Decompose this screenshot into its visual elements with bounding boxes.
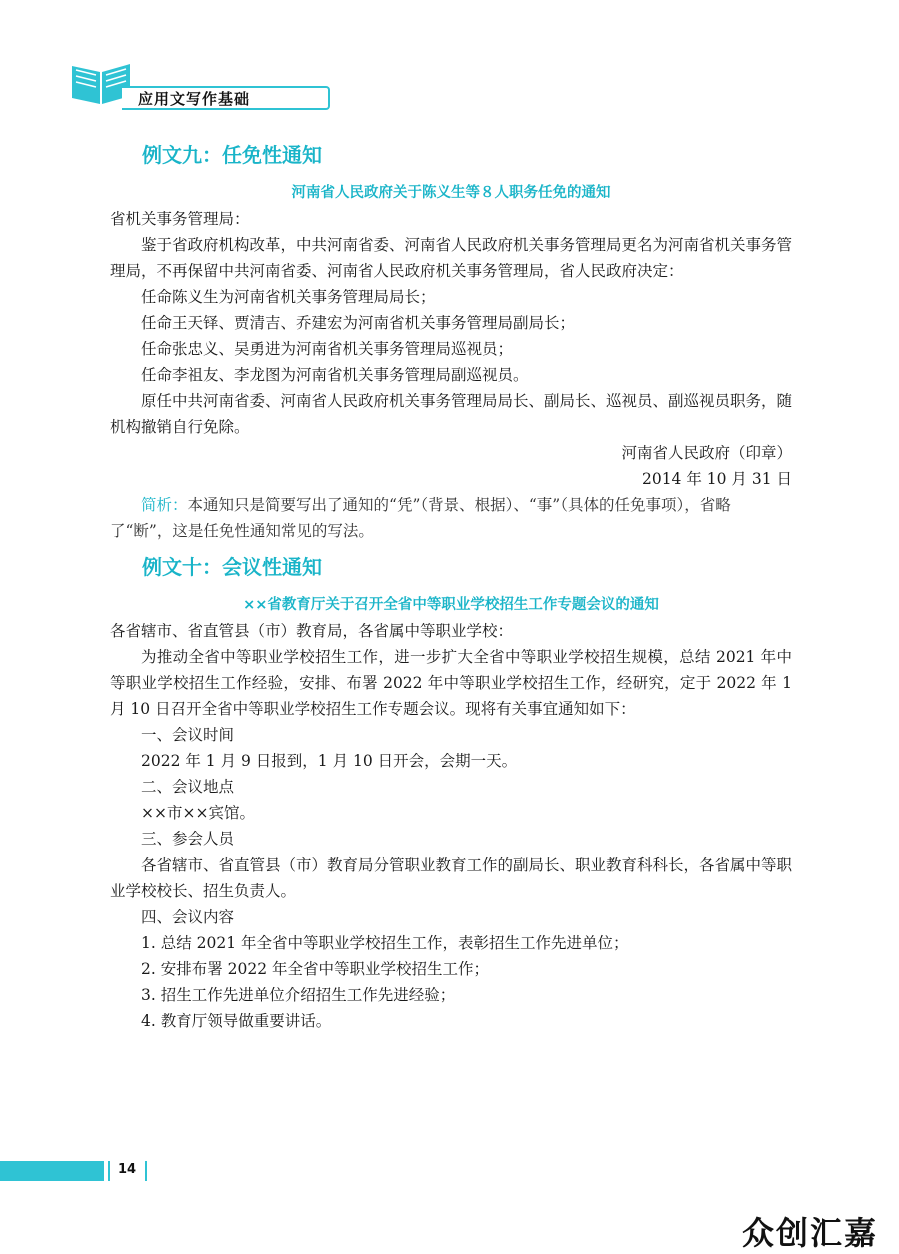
section-10-doc-title: ××省教育厅关于召开全省中等职业学校招生工作专题会议的通知 — [243, 597, 659, 613]
section-10-paragraph: 1. 总结 2021 年全省中等职业学校招生工作，表彰招生工作先进单位； — [141, 934, 629, 952]
section-10-paragraph: 各省辖市、省直管县（市）教育局分管职业教育工作的副局长、职业教育科科长，各省属中等职业学校校长、招生负责人。 — [110, 856, 793, 900]
section-9-paragraph: 任命王天铎、贾清吉、乔建宏为河南省机关事务管理局副局长； — [141, 314, 576, 332]
section-10-paragraph: 2022 年 1 月 9 日报到，1 月 10 日开会，会期一天。 — [141, 752, 518, 770]
section-10-paragraph: 三、参会人员 — [141, 830, 235, 848]
section-9-paragraph: 任命李祖友、李龙图为河南省机关事务管理局副巡视员。 — [141, 366, 529, 384]
section-9-recipient: 省机关事务管理局： — [110, 210, 250, 228]
section-10-paragraph: 3. 招生工作先进单位介绍招生工作先进经验； — [141, 986, 456, 1004]
section-9-paragraph: 鉴于省政府机构改革，中共河南省委、河南省人民政府机关事务管理局更名为河南省机关事务管理局，不再保留中共河南省委、河南省人民政府机关事务管理局，省人民政府决定： — [110, 236, 793, 280]
section-10-paragraph: 四、会议内容 — [141, 908, 235, 926]
watermark: 众创汇嘉 — [742, 1214, 879, 1252]
section-9-heading: 例文九：任免性通知 — [142, 143, 322, 167]
analysis-text: 本通知只是简要写出了通知的“凭”（背景、根据）、“事”（具体的任免事项），省略了“断”，这是任免性通知常见的写法。 — [110, 496, 731, 540]
section-9-date: 2014 年 10 月 31 日 — [641, 470, 792, 488]
footer-accent-bar — [0, 1161, 104, 1181]
section-9-paragraph: 任命张忠义、吴勇进为河南省机关事务管理局巡视员； — [141, 340, 514, 358]
analysis-label: 简析： — [141, 496, 188, 514]
footer-divider — [108, 1161, 110, 1181]
footer-divider — [145, 1161, 147, 1181]
section-10-paragraph: 二、会议地点 — [141, 778, 235, 796]
section-10-paragraph: 为推动全省中等职业学校招生工作，进一步扩大全省中等职业学校招生规模，总结 2021 年中等职业学校招生工作经验，安排、布署 2022 年中等职业学校招生工作，经研究，定于 2022 年 1 月 10 日召开全省中等职业学校招生工作专题会议。现将有关事宜通知如下： — [110, 648, 792, 718]
section-9-paragraph: 原任中共河南省委、河南省人民政府机关事务管理局局长、副局长、巡视员、副巡视员职务，随机构撤销自行免除。 — [110, 392, 793, 436]
page-number: 14 — [118, 1162, 137, 1177]
section-9-analysis — [110, 492, 792, 544]
section-10-paragraph: 一、会议时间 — [141, 726, 235, 744]
section-9-doc-title: 河南省人民政府关于陈义生等８人职务任免的通知 — [291, 185, 611, 201]
section-10-heading: 例文十：会议性通知 — [142, 555, 322, 579]
running-header — [70, 60, 280, 110]
section-9-signature: 河南省人民政府（印章） — [621, 444, 792, 462]
section-10-paragraph: 4. 教育厅领导做重要讲话。 — [141, 1012, 332, 1030]
section-10-recipient: 各省辖市、省直管县（市）教育局，各省属中等职业学校： — [110, 622, 514, 640]
section-9-paragraph: 任命陈义生为河南省机关事务管理局局长； — [141, 288, 436, 306]
section-10-paragraph: 2. 安排布署 2022 年全省中等职业学校招生工作； — [141, 960, 490, 978]
page-content — [110, 140, 792, 1034]
section-10-paragraph: ××市××宾馆。 — [141, 804, 255, 822]
header-title: 应用文写作基础 — [138, 90, 251, 108]
